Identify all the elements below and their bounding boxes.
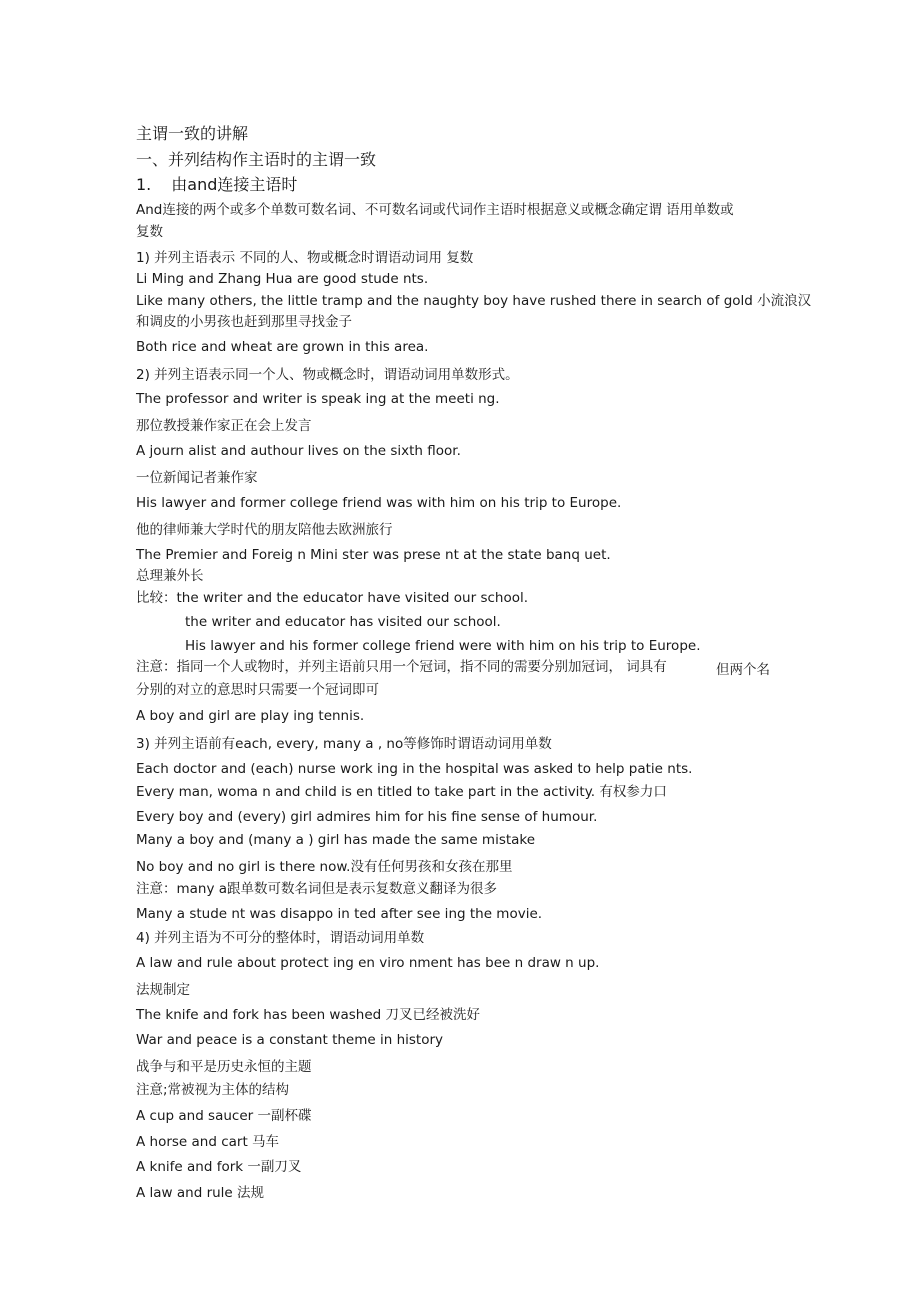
example-translation: 那位教授兼作家正在会上发言 <box>136 418 312 434</box>
intro-line-2: 复数 <box>136 224 163 240</box>
example-line: A boy and girl are play ing tennis. <box>136 708 365 724</box>
example-line: The knife and fork has been washed 刀叉已经被洗好 <box>136 1007 480 1023</box>
subsection-title: 由and连接主语时 <box>171 175 298 194</box>
example-line: A journ alist and authour lives on the sixth floor. <box>136 443 461 459</box>
example-line: Both rice and wheat are grown in this area. <box>136 339 429 355</box>
example-line: A law and rule about protect ing en viro nment has bee n draw n up. <box>136 955 600 971</box>
intro-line-1: And连接的两个或多个单数可数名词、不可数名词或代词作主语时根据意义或概念确定谓 语用单数或 <box>136 202 734 218</box>
example-line: His lawyer and former college friend was with him on his trip to Europe. <box>136 495 622 511</box>
note-line: 注意：指同一个人或物时，并列主语前只用一个冠词，指不同的需要分别加冠词， 词具有 <box>136 659 667 675</box>
list-item: A knife and fork 一副刀叉 <box>136 1159 302 1175</box>
example-translation: 总理兼外长 <box>136 568 204 584</box>
example-translation: 法规制定 <box>136 982 190 998</box>
example-line: Every man, woma n and child is en titled to take part in the activity. 有权参力口 <box>136 784 667 800</box>
example-line: Many a stude nt was disappo in ted after see ing the movie. <box>136 906 543 922</box>
note-line: 注意：many a跟单数可数名词但是表示复数意义翻译为很多 <box>136 881 498 897</box>
example-translation: 他的律师兼大学时代的朋友陪他去欧洲旅行 <box>136 522 393 538</box>
example-line: Each doctor and (each) nurse work ing in the hospital was asked to help patie nts. <box>136 761 693 777</box>
rule-2: 2) 并列主语表示同一个人、物或概念时，谓语动词用单数形式。 <box>136 367 519 383</box>
rule-3: 3) 并列主语前有each, every, many a , no等修饰时谓语动词用单数 <box>136 736 552 752</box>
example-line: War and peace is a constant theme in history <box>136 1032 444 1048</box>
example-translation: 战争与和平是历史永恒的主题 <box>136 1059 312 1075</box>
comparison-line: 比较：the writer and the educator have visited our school. <box>136 590 529 606</box>
example-line: Li Ming and Zhang Hua are good stude nts. <box>136 271 429 287</box>
page-title: 主谓一致的讲解 <box>136 124 249 143</box>
example-line: Every boy and (every) girl admires him for his fine sense of humour. <box>136 809 598 825</box>
note-line: 注意;常被视为主体的结构 <box>136 1082 290 1098</box>
comparison-line: the writer and educator has visited our school. <box>185 614 501 630</box>
example-translation: 和调皮的小男孩也赶到那里寻找金子 <box>136 314 352 330</box>
comparison-line: His lawyer and his former college friend were with him on his trip to Europe. <box>185 638 701 654</box>
note-line: 分别的对立的意思时只需要一个冠词即可 <box>136 682 379 698</box>
example-line: No boy and no girl is there now.没有任何男孩和女孩在那里 <box>136 859 513 875</box>
rule-4: 4) 并列主语为不可分的整体时，谓语动词用单数 <box>136 930 425 946</box>
rule-1: 1) 并列主语表示 不同的人、物或概念时谓语动词用 复数 <box>136 250 474 266</box>
example-line: The professor and writer is speak ing at the meeti ng. <box>136 391 500 407</box>
list-item: A cup and saucer 一副杯碟 <box>136 1108 312 1124</box>
section-heading: 一、并列结构作主语时的主谓一致 <box>136 150 377 169</box>
note-line-tail: 但两个名 <box>716 662 770 678</box>
example-line: The Premier and Foreig n Mini ster was prese nt at the state banq uet. <box>136 547 611 563</box>
subsection-heading <box>136 175 297 195</box>
list-item: A law and rule 法规 <box>136 1185 265 1201</box>
subsection-number: 1. <box>136 175 152 194</box>
list-item: A horse and cart 马车 <box>136 1134 280 1150</box>
example-line: Many a boy and (many a ) girl has made the same mistake <box>136 832 536 848</box>
example-translation: 一位新闻记者兼作家 <box>136 470 258 486</box>
example-line: Like many others, the little tramp and the naughty boy have rushed there in search of gold 小流浪汉 <box>136 293 812 309</box>
